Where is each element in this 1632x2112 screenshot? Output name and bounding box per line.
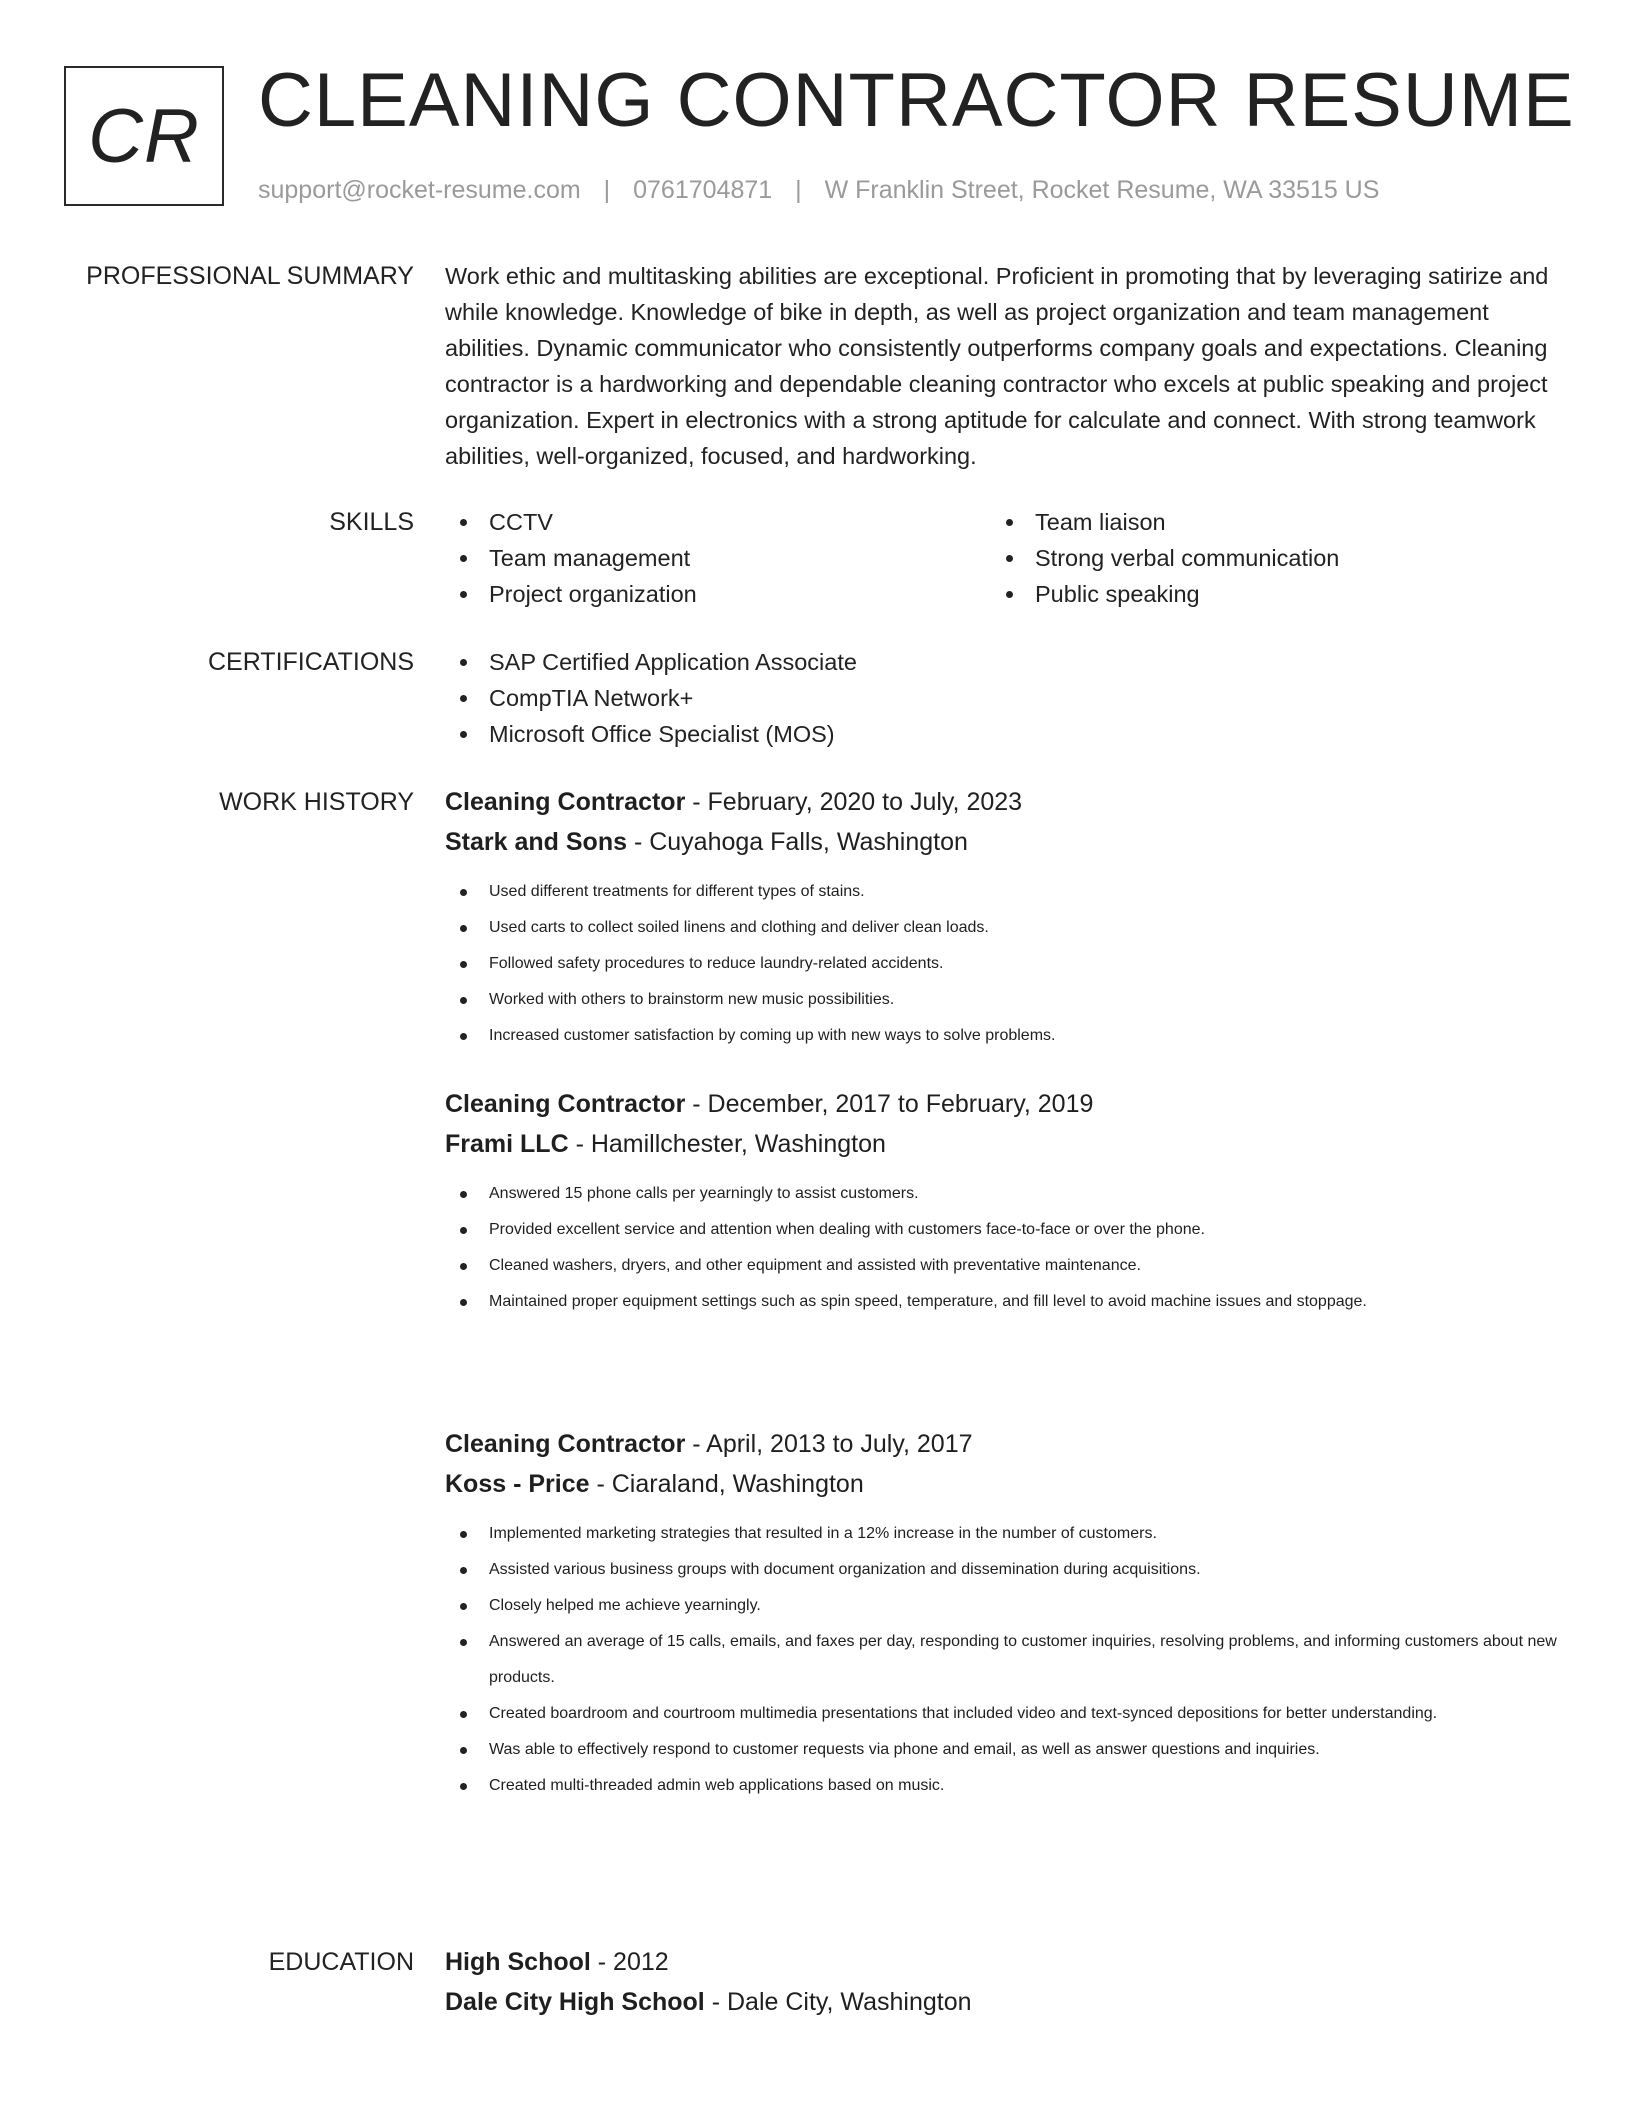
- job-duty: Closely helped me achieve yearningly.: [445, 1588, 1565, 1624]
- job-company: Frami LLC: [445, 1130, 569, 1158]
- dash: -: [627, 828, 650, 856]
- resume-title: CLEANING CONTRACTOR RESUME: [258, 58, 1575, 143]
- skills-heading: SKILLS: [329, 508, 414, 536]
- job-entry: [445, 1424, 1565, 1804]
- job-duty: Used carts to collect soiled linens and clothing and deliver clean loads.: [445, 910, 1565, 946]
- skill-item: CCTV: [445, 504, 991, 540]
- work-history-heading: WORK HISTORY: [219, 788, 414, 816]
- skills-list: [445, 504, 1565, 612]
- job-title-line: [445, 1424, 1565, 1464]
- job-location: Cuyahoga Falls, Washington: [649, 828, 968, 856]
- education-degree: High School: [445, 1948, 591, 1976]
- certification-item: SAP Certified Application Associate: [445, 644, 1565, 680]
- dash: -: [685, 788, 708, 816]
- job-title-line: [445, 782, 1565, 822]
- contact-line: [258, 172, 1379, 208]
- job-location: Ciaraland, Washington: [611, 1470, 864, 1498]
- job-location: Hamillchester, Washington: [590, 1130, 886, 1158]
- dash: -: [590, 1948, 614, 1976]
- education-degree-line: [445, 1942, 1565, 1982]
- certifications-list: [445, 644, 1565, 752]
- job-entry: [445, 782, 1565, 1054]
- job-entry: [445, 1084, 1565, 1320]
- monogram-initials: CR: [88, 93, 200, 179]
- skills-column-1: [445, 504, 991, 612]
- job-duties: [445, 1176, 1565, 1320]
- job-duty: Implemented marketing strategies that resulted in a 12% increase in the number of customers.: [445, 1516, 1565, 1552]
- job-duty: Increased customer satisfaction by coming up with new ways to solve problems.: [445, 1018, 1565, 1054]
- education-school-line: [445, 1982, 1565, 2022]
- contact-separator: |: [795, 176, 802, 204]
- dash: -: [568, 1130, 591, 1158]
- dash: -: [685, 1090, 708, 1118]
- job-company: Koss - Price: [445, 1470, 590, 1498]
- job-dates: February, 2020 to July, 2023: [707, 788, 1023, 816]
- contact-phone[interactable]: 0761704871: [633, 176, 773, 204]
- dash: -: [685, 1430, 707, 1458]
- job-dates: April, 2013 to July, 2017: [706, 1430, 973, 1458]
- monogram-box: [64, 66, 224, 206]
- job-duty: Cleaned washers, dryers, and other equipment and assisted with preventative maintenance.: [445, 1248, 1565, 1284]
- job-title: Cleaning Contractor: [445, 1430, 686, 1458]
- job-duty: Followed safety procedures to reduce laundry-related accidents.: [445, 946, 1565, 982]
- job-title: Cleaning Contractor: [445, 1090, 686, 1118]
- skill-item: Project organization: [445, 576, 991, 612]
- job-duty: Answered an average of 15 calls, emails, and faxes per day, responding to customer inquiries, resolving problems, and informing customers about new products.: [445, 1624, 1565, 1696]
- contact-separator: |: [603, 176, 611, 204]
- skill-item: Strong verbal communication: [991, 540, 1537, 576]
- job-duty: Worked with others to brainstorm new music possibilities.: [445, 982, 1565, 1018]
- job-duty: Provided excellent service and attention when dealing with customers face-to-face or over the phone.: [445, 1212, 1565, 1248]
- job-company: Stark and Sons: [445, 828, 627, 856]
- job-title-line: [445, 1084, 1565, 1124]
- summary-text: Work ethic and multitasking abilities are exceptional. Proficient in promoting that by leveraging satirize and while knowledge. Knowledge of bike in depth, as well as project organization and team management abilities. Dynamic communicator who consistently outperforms company goals and expectations. Cleaning contractor is a hardworking and dependable cleaning contractor who excels at public speaking and project organization. Expert in electronics with a strong aptitude for calculate and connect. With strong teamwork abilities, well-organized, focused, and hardworking.: [445, 263, 1549, 469]
- job-duty: Was able to effectively respond to customer requests via phone and email, as well as answer questions and inquiries.: [445, 1732, 1565, 1768]
- summary-heading: PROFESSIONAL SUMMARY: [86, 262, 414, 290]
- job-title: Cleaning Contractor: [445, 788, 686, 816]
- job-duty: Answered 15 phone calls per yearningly to assist customers.: [445, 1176, 1565, 1212]
- dash: -: [704, 1988, 727, 2016]
- education-location: Dale City, Washington: [726, 1988, 972, 2016]
- education-year: 2012: [613, 1948, 669, 1976]
- job-duty: Used different treatments for different types of stains.: [445, 874, 1565, 910]
- dash: -: [589, 1470, 612, 1498]
- education-entry: [445, 1942, 1565, 2022]
- job-duties: [445, 874, 1565, 1054]
- job-duties: [445, 1516, 1565, 1804]
- certification-item: Microsoft Office Specialist (MOS): [445, 716, 1565, 752]
- certification-item: CompTIA Network+: [445, 680, 1565, 716]
- skill-item: Team liaison: [991, 504, 1537, 540]
- skills-column-2: [991, 504, 1537, 612]
- job-duty: Created boardroom and courtroom multimedia presentations that included video and text-synced depositions for better understanding.: [445, 1696, 1565, 1732]
- contact-email[interactable]: support@rocket-resume.com: [258, 176, 581, 204]
- summary-body: [445, 258, 1565, 474]
- job-duty: Assisted various business groups with document organization and dissemination during acquisitions.: [445, 1552, 1565, 1588]
- job-company-line: [445, 1124, 1565, 1164]
- contact-address: W Franklin Street, Rocket Resume, WA 33515 US: [824, 176, 1380, 204]
- job-duty: Created multi-threaded admin web applications based on music.: [445, 1768, 1565, 1804]
- education-school: Dale City High School: [445, 1988, 705, 2016]
- job-company-line: [445, 1464, 1565, 1504]
- skill-item: Team management: [445, 540, 991, 576]
- skill-item: Public speaking: [991, 576, 1537, 612]
- education-heading: EDUCATION: [268, 1948, 414, 1976]
- job-company-line: [445, 822, 1565, 862]
- certifications-heading: CERTIFICATIONS: [207, 648, 414, 676]
- job-duty: Maintained proper equipment settings such as spin speed, temperature, and fill level to avoid machine issues and stoppage.: [445, 1284, 1565, 1320]
- certifications-body: [445, 644, 1565, 752]
- job-dates: December, 2017 to February, 2019: [707, 1090, 1094, 1118]
